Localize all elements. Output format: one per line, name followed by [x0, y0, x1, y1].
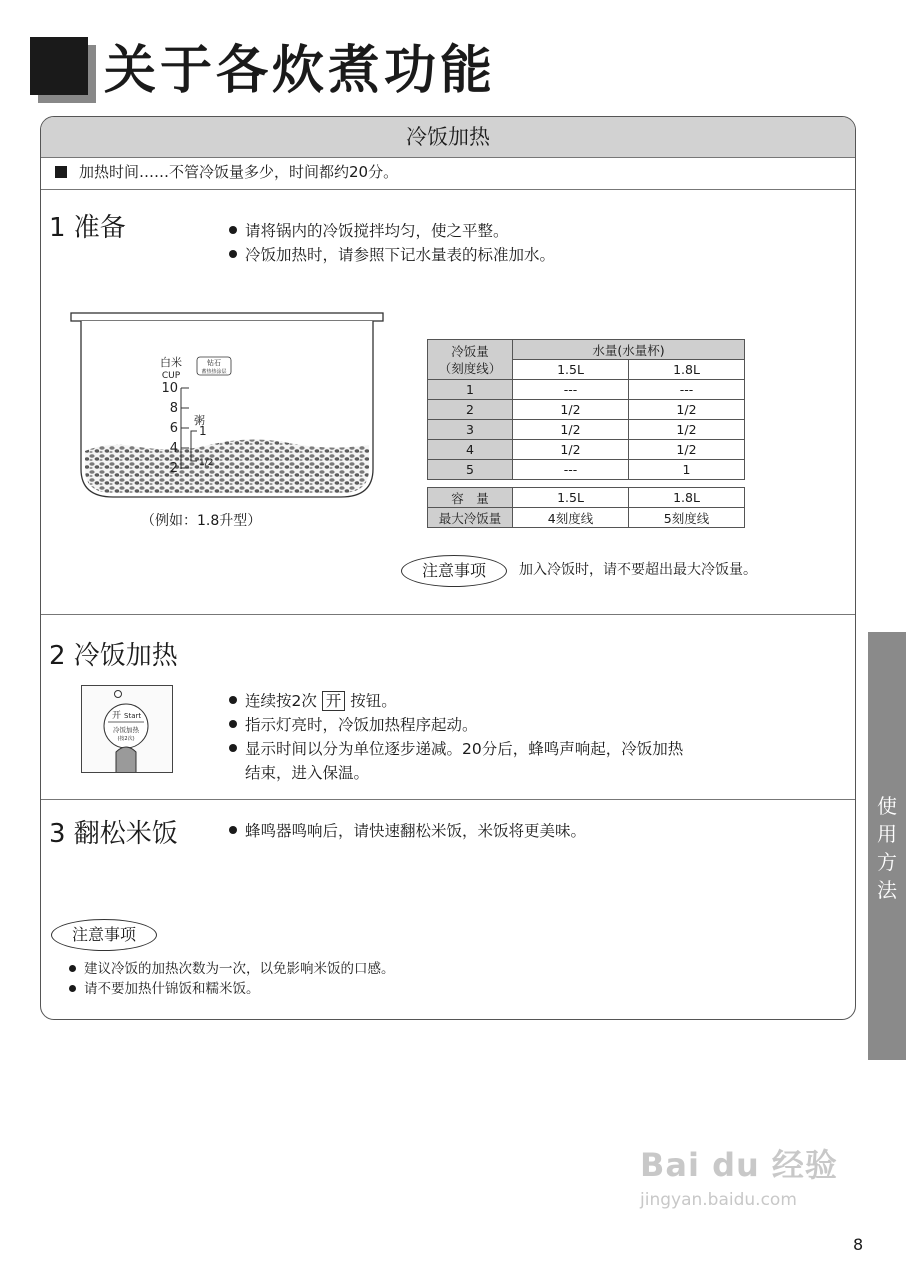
table-cell: 1/2 — [628, 420, 744, 440]
step2-title: 2 冷饭加热 — [49, 641, 178, 671]
bullet-icon — [229, 826, 237, 834]
page-title: 关于各炊煮功能 — [104, 41, 497, 101]
tick-label: 4 — [169, 441, 178, 456]
side-tab-char: 法 — [877, 878, 897, 902]
bullet-text: 请不要加热什锦饭和糯米饭。 — [84, 981, 260, 997]
list-item — [229, 737, 683, 761]
watermark-brand: Bai du 经验 — [640, 1146, 838, 1184]
step2-bullets — [229, 689, 683, 785]
finger-icon — [116, 747, 136, 772]
table-row — [428, 460, 745, 480]
table-cell: 1/2 — [513, 440, 629, 460]
list-item — [229, 713, 683, 737]
watermark-url: jingyan.baidu.com — [640, 1190, 797, 1210]
content-panel — [40, 116, 856, 1020]
bullet-icon — [229, 696, 237, 704]
side-tab-char: 使 — [877, 794, 897, 818]
step3-bullet — [229, 819, 586, 843]
table-header: 容 量 — [428, 488, 513, 508]
divider — [41, 189, 855, 190]
pot-caption: （例如：1.8升型） — [141, 513, 262, 529]
table-cell: --- — [513, 380, 629, 400]
bullet-text: 建议冷饭的加热次数为一次，以免影响米饭的口感。 — [84, 961, 395, 977]
table-cell: --- — [628, 380, 744, 400]
rice-label: 白米 — [160, 356, 182, 369]
tick-label: 6 — [169, 421, 178, 436]
bullet-text: 请将锅内的冷饭搅拌均匀，使之平整。 — [245, 222, 509, 240]
porridge-tick-label: 1/2 — [199, 458, 214, 468]
watermark — [640, 1140, 838, 1210]
tick-label: 8 — [169, 401, 178, 416]
table-header: 1.8L — [628, 360, 744, 380]
stone-sublabel: 蓄热热涂层 — [201, 369, 227, 375]
table-header — [428, 340, 513, 380]
start-label-cn: 开 — [112, 711, 122, 721]
cup-label: CUP — [161, 371, 181, 381]
table-cell: 5刻度线 — [629, 508, 745, 528]
pot-rim — [71, 313, 383, 321]
porridge-label: 粥 — [194, 414, 205, 427]
table-row — [428, 380, 745, 400]
start-button-icon — [82, 686, 172, 772]
table-header: 最大冷饭量 — [428, 508, 513, 528]
bullet-text: 冷饭加热时，请参照下记水量表的标准加水。 — [245, 246, 556, 264]
table-row — [428, 400, 745, 420]
side-tab — [868, 632, 906, 1060]
water-table — [427, 339, 745, 480]
list-item — [69, 979, 395, 999]
list-item — [229, 243, 555, 267]
page-number: 8 — [853, 1235, 864, 1254]
table-row — [428, 488, 745, 508]
side-tab-char: 用 — [877, 822, 897, 846]
table-cell: 3 — [428, 420, 513, 440]
table-cell: 4刻度线 — [513, 508, 629, 528]
side-tab-char: 方 — [877, 850, 897, 874]
list-item — [229, 689, 683, 713]
table-row — [428, 508, 745, 528]
table-cell: 1/2 — [628, 440, 744, 460]
rice-fill — [85, 439, 369, 493]
table-header: 1.5L — [513, 360, 629, 380]
bullet-text: 连续按2次 — [245, 692, 317, 710]
bullet-text: 指示灯亮时，冷饭加热程序起动。 — [245, 716, 478, 734]
porridge-tick-label: 1 — [199, 424, 207, 438]
table-row — [428, 440, 745, 460]
table-cell: 1/2 — [628, 400, 744, 420]
bullet-icon — [229, 720, 237, 728]
table-cell: 1/2 — [513, 400, 629, 420]
start-key-label: 开 — [322, 691, 346, 711]
section-title: 冷饭加热 — [41, 117, 855, 158]
caution-list — [69, 959, 395, 999]
tick-label: 10 — [161, 381, 178, 396]
bullet-text: 蜂鸣器鸣响后，请快速翻松米饭，米饭将更美味。 — [245, 822, 587, 840]
tick-label: 2 — [169, 461, 178, 476]
divider — [41, 799, 855, 800]
table-cell: 4 — [428, 440, 513, 460]
step1-bullets — [229, 219, 555, 267]
stone-label: 钻石 — [207, 359, 221, 367]
step3-title: 3 翻松米饭 — [49, 819, 178, 849]
bullet-icon — [229, 744, 237, 752]
reheat-label: 冷饭加热 — [113, 726, 139, 734]
heat-time-text: 加热时间……不管冷饭量多少，时间都约20分。 — [79, 163, 399, 181]
table-cell: 1.5L — [513, 488, 629, 508]
indicator-light — [115, 691, 122, 698]
bullet-icon — [69, 965, 76, 972]
divider — [41, 614, 855, 615]
bullet-icon — [229, 250, 237, 258]
list-item-continuation: 结束，进入保温。 — [245, 764, 370, 782]
start-button-illustration — [81, 685, 173, 773]
capacity-table — [427, 487, 745, 528]
bullet-icon — [229, 226, 237, 234]
start-label-en: Start — [124, 712, 142, 720]
header-text: 冷饭量 — [451, 343, 489, 359]
table-row — [428, 420, 745, 440]
bullet-text: 按钮。 — [350, 692, 397, 710]
step1-title: 1 准备 — [49, 213, 126, 243]
square-bullet-icon — [55, 166, 67, 178]
table-cell: --- — [513, 460, 629, 480]
inner-pot-illustration — [69, 309, 389, 504]
caution-badge: 注意事项 — [401, 555, 507, 587]
table-cell: 1 — [428, 380, 513, 400]
bullet-icon — [69, 985, 76, 992]
heat-time-note — [55, 161, 398, 182]
title-block-icon — [30, 37, 88, 95]
caution-badge: 注意事项 — [51, 919, 157, 951]
table-cell: 5 — [428, 460, 513, 480]
table-cell: 2 — [428, 400, 513, 420]
caution-text: 加入冷饭时，请不要超出最大冷饭量。 — [519, 562, 757, 578]
list-item — [69, 959, 395, 979]
table-cell: 1/2 — [513, 420, 629, 440]
bullet-text: 显示时间以分为单位逐步递减。20分后，蜂鸣声响起，冷饭加热 — [245, 740, 684, 758]
list-item — [229, 219, 555, 243]
table-header: 水量(水量杯) — [513, 340, 745, 360]
table-cell: 1.8L — [629, 488, 745, 508]
header-text: （刻度线） — [438, 360, 502, 376]
press-twice-label: (按2次) — [117, 736, 135, 742]
table-cell: 1 — [628, 460, 744, 480]
